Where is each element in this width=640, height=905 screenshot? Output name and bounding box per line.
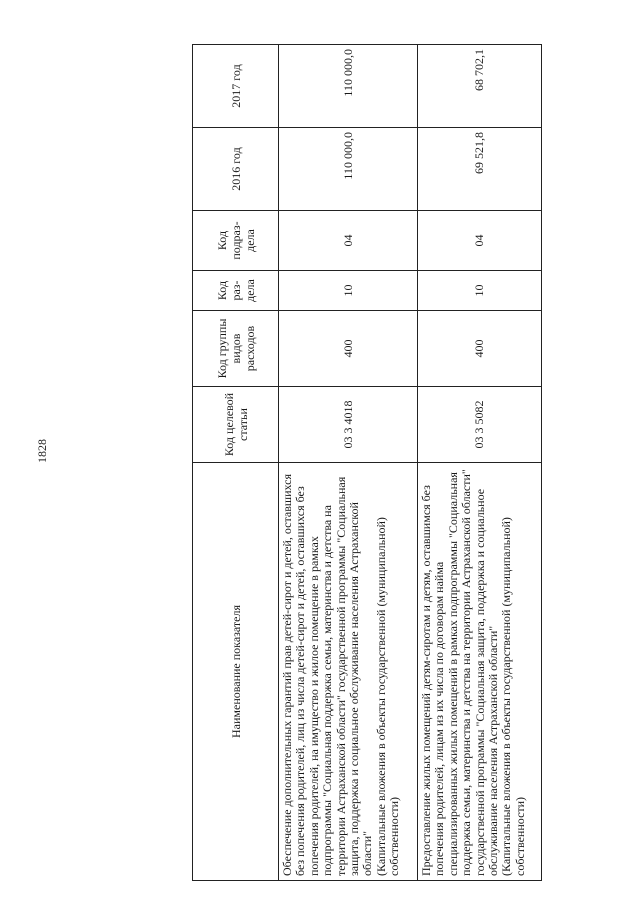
budget-table-rotated (192, 45, 542, 881)
header-group-code: Код группы видов расходов (193, 311, 279, 387)
row-group-code: 400 (417, 311, 541, 387)
row-group-code: 400 (279, 311, 418, 387)
header-year-2016: 2016 год (193, 128, 279, 211)
row-year-2016: 69 521,8 (417, 128, 541, 211)
row-section-code: 10 (417, 271, 541, 311)
row-section-code: 10 (279, 271, 418, 311)
row-target-code: 03 3 5082 (417, 387, 541, 463)
header-target-code: Код целевой статьи (193, 387, 279, 463)
page-number: 1828 (35, 439, 49, 463)
header-name: Наименование показателя (193, 463, 279, 881)
table-row (417, 45, 541, 881)
row-year-2016: 110 000,0 (279, 128, 418, 211)
row-name (279, 463, 418, 881)
row-subsection-code: 04 (417, 211, 541, 271)
row-name-text: Обеспечение дополнительных гарантий прав детей-сирот и детей, оставшихся без попечения родителей, лиц из числа детей-сирот и детей, оставшихся без попечения родителей, на имущество и жилое помещение в рамках подпрограммы "Социальная поддержка семьи, материнства и детства на территории Астраханской области" государственной программы "Социальная защита, поддержка и социальное обслуживание населения Астраханской области" (280, 473, 375, 876)
header-section-code: Код раз-дела (193, 271, 279, 311)
row-year-2017: 110 000,0 (279, 45, 418, 128)
row-name-note: (Капитальные вложения в объекты государственной (муниципальной) собственности) (499, 517, 527, 876)
row-name (417, 463, 541, 881)
header-subsection-code: Код подраз-дела (193, 211, 279, 271)
header-year-2017: 2017 год (193, 45, 279, 128)
row-target-code: 03 3 4018 (279, 387, 418, 463)
budget-table-container (192, 45, 542, 881)
row-subsection-code: 04 (279, 211, 418, 271)
table-header-row (193, 45, 279, 881)
row-year-2017: 68 702,1 (417, 45, 541, 128)
row-name-text: Предоставление жилых помещений детям-сиротам и детям, оставшимся без попечения родителей, лицам из их числа по договорам найма специализированных жилых помещений в рамках подпрограммы "Социальная поддержка семьи, материнства и детства на территории Астраханской области" государственной программы "Социальная защита, поддержка и социальное обслуживание населения Астраханской области" (418, 469, 500, 876)
budget-table (192, 44, 542, 881)
row-name-note: (Капитальные вложения в объекты государственной (муниципальной) собственности) (373, 517, 402, 876)
table-row (279, 45, 418, 881)
